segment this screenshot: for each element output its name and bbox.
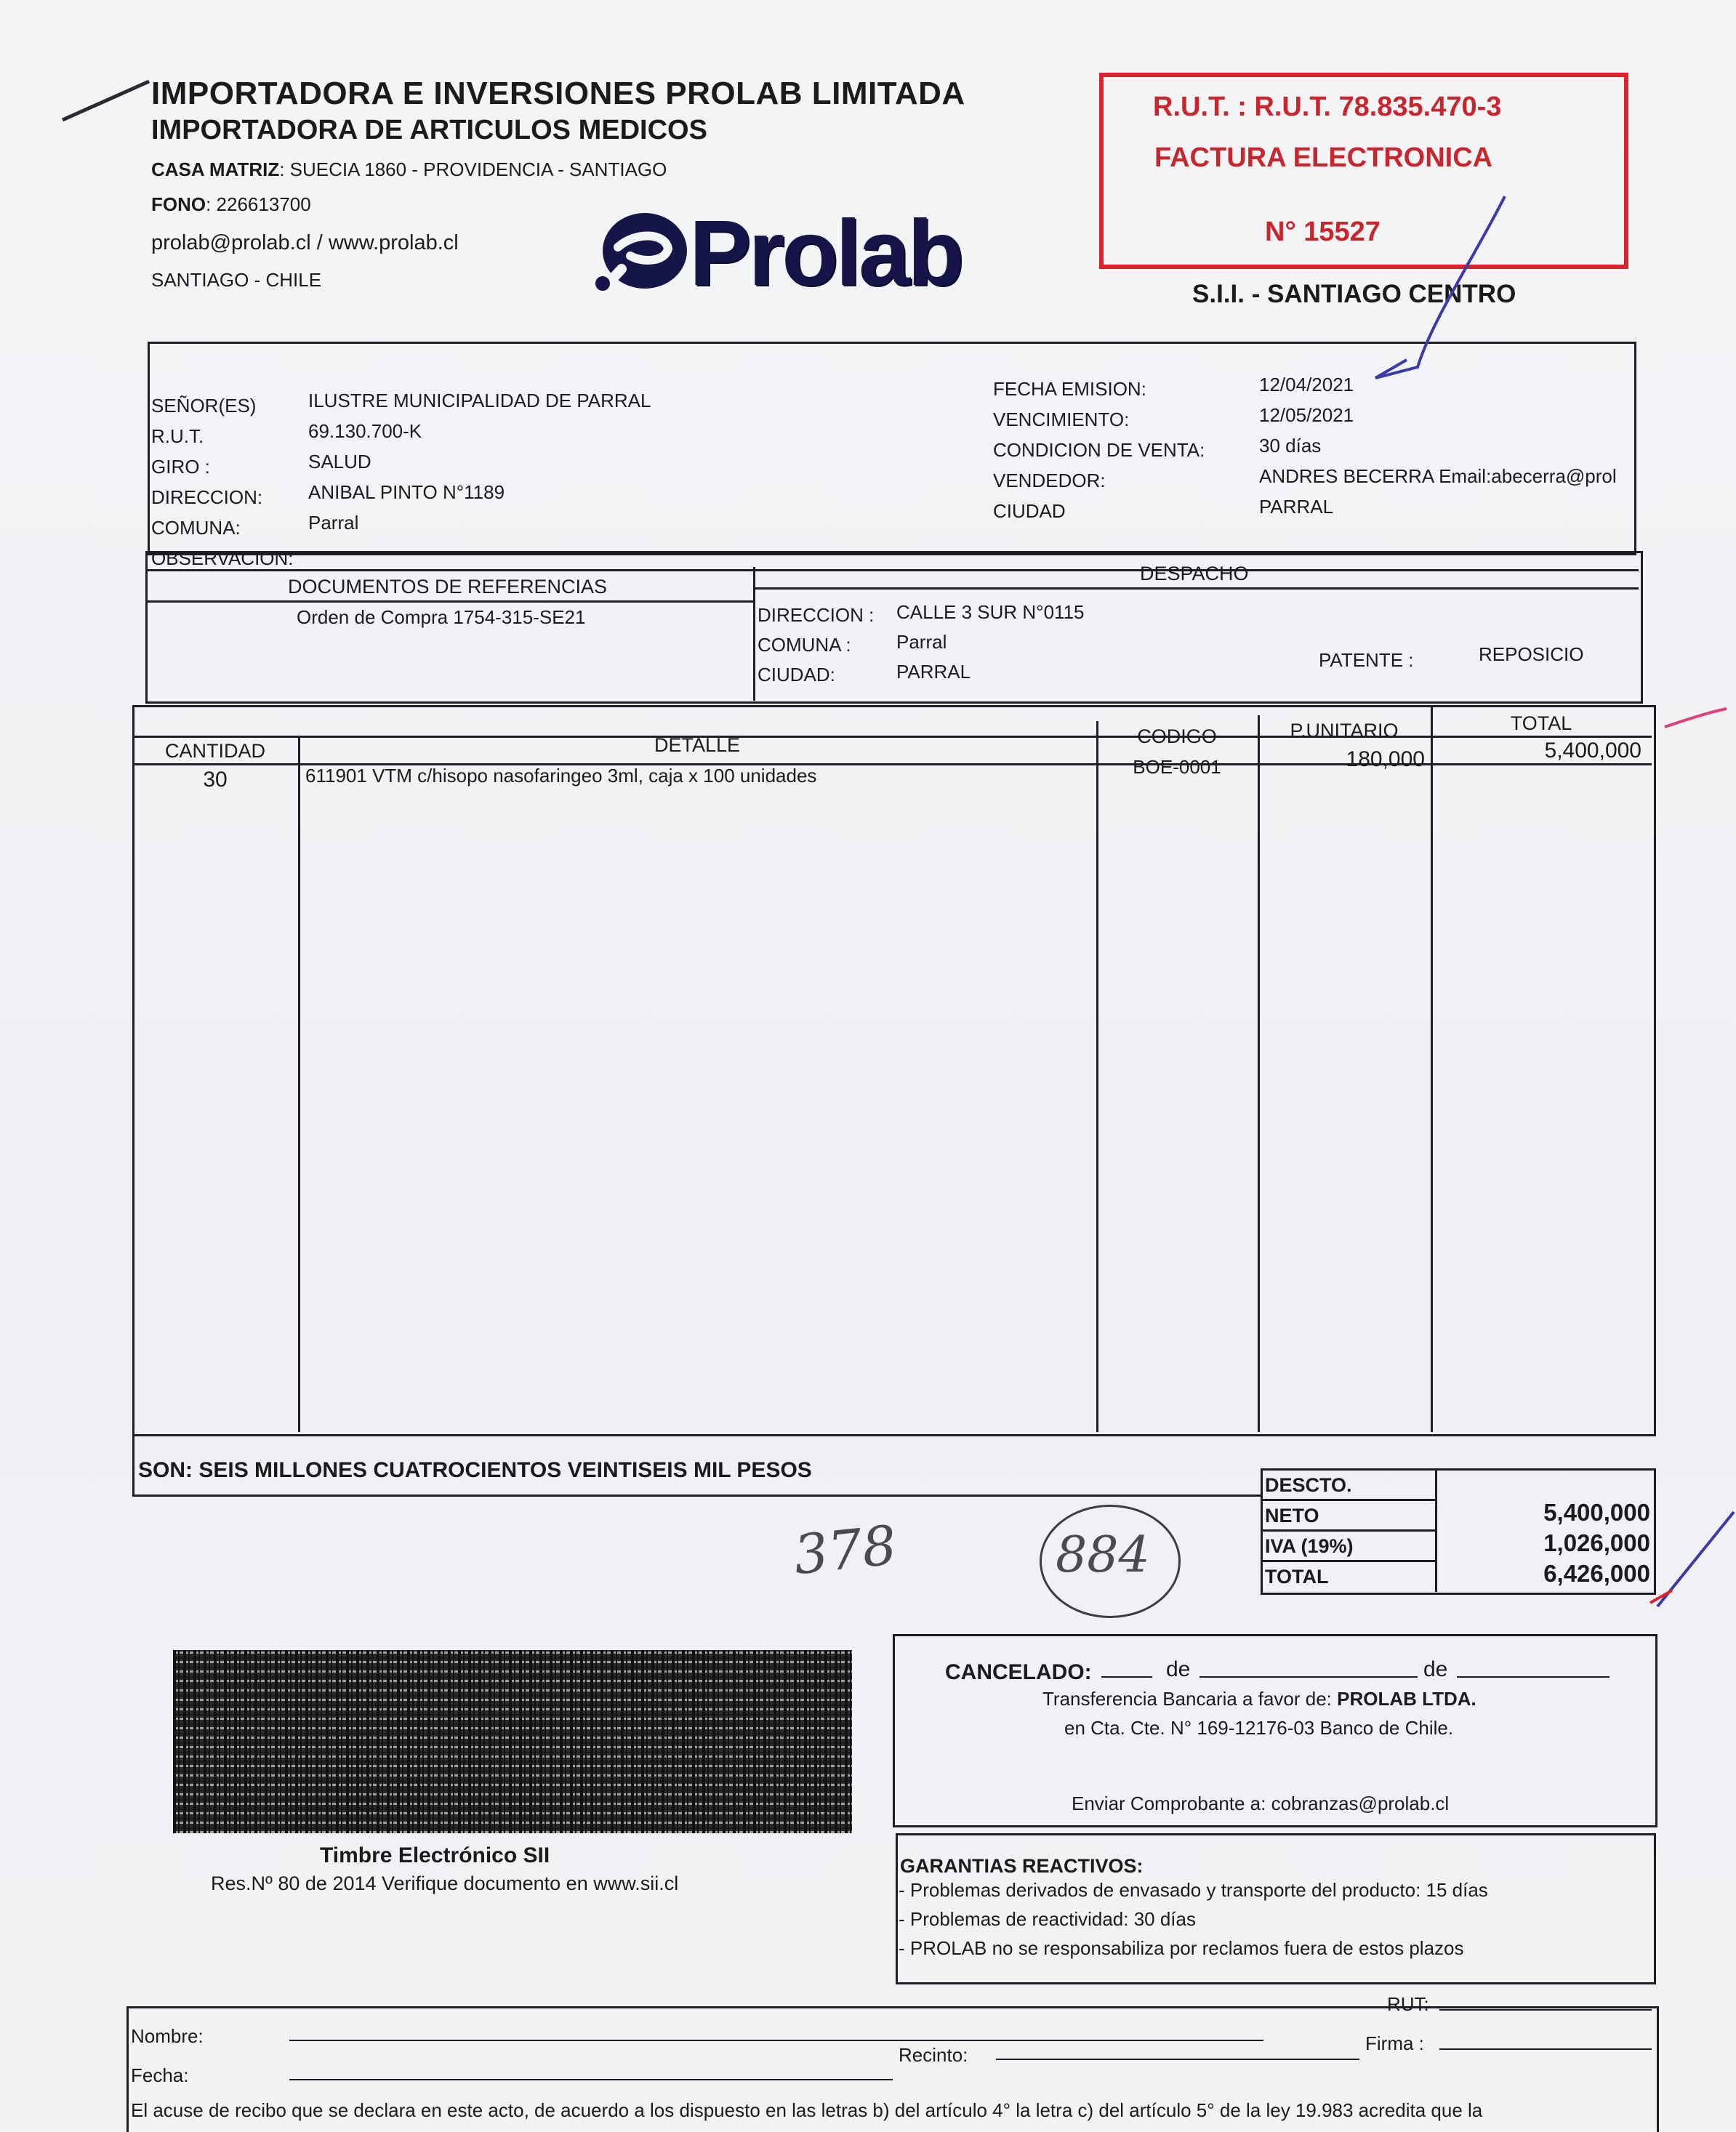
label-fecha-emision: FECHA EMISION: [993,378,1146,400]
label-senores: SEÑOR(ES) [151,395,257,417]
transfer-prefix: Transferencia Bancaria a favor de: [1042,1688,1338,1710]
col-unitario: P.UNITARIO [1290,720,1399,741]
col-codigo: CODIGO [1137,725,1217,747]
client-name: ILUSTRE MUNICIPALIDAD DE PARRAL [308,390,651,411]
total-label: TOTAL [1265,1566,1329,1588]
row-cantidad: 30 [203,768,228,792]
company-subtitle: IMPORTADORA DE ARTICULOS MEDICOS [151,115,707,145]
despacho-ciudad: PARRAL [896,661,971,683]
transfer-company: PROLAB LTDA. [1337,1688,1476,1710]
receipt-nombre-label: Nombre: [131,2025,204,2047]
fono-value: : 226613700 [206,193,311,215]
receipt-fecha-label: Fecha: [131,2064,189,2086]
send-receipt-to: Enviar Comprobante a: cobranzas@prolab.cl [1072,1793,1450,1814]
ciudad: PARRAL [1259,496,1334,518]
client-giro: SALUD [308,451,371,472]
despacho-comuna-label: COMUNA : [758,634,851,656]
cancelado-label: CANCELADO: [945,1660,1092,1684]
despacho-dir: CALLE 3 SUR N°0115 [896,601,1085,623]
despacho-ciudad-label: CIUDAD: [758,664,835,685]
electronic-stamp-barcode [173,1650,852,1833]
casa-value: : SUECIA 1860 - PROVIDENCIA - SANTIAGO [279,158,667,180]
timbre-resolution: Res.Nº 80 de 2014 Verifique documento en www.sii.cl [211,1872,679,1894]
label-vencimiento: VENCIMIENTO: [993,409,1130,430]
receipt-firma-label: Firma : [1365,2032,1424,2054]
despacho-header: DESPACHO [1140,563,1249,584]
client-comuna: Parral [308,512,359,534]
receipt-rut-field[interactable] [1439,2009,1652,2011]
company-city: SANTIAGO - CHILE [151,269,322,291]
sii-office: S.I.I. - SANTIAGO CENTRO [1192,280,1516,308]
label-condicion-venta: CONDICION DE VENTA: [993,439,1205,461]
prolab-logo-text: Prolab [689,201,962,305]
issuer-rut: R.U.T. : R.U.T. 78.835.470-3 [1153,92,1502,122]
receipt-nombre-field[interactable] [289,2040,1263,2041]
receipt-rut-label: RUT: [1387,1993,1429,2015]
guarantee-item: - Problemas de reactividad: 30 días [899,1908,1196,1930]
label-comuna: COMUNA: [151,517,241,539]
iva-value: 1,026,000 [1543,1529,1650,1556]
vendedor: ANDRES BECERRA Email:abecerra@prol [1259,465,1617,487]
receipt-recinto-field[interactable] [996,2059,1359,2060]
fono-label: FONO [151,193,206,215]
guarantee-title: GARANTIAS REACTIVOS: [900,1855,1144,1877]
receipt-fecha-field[interactable] [289,2079,893,2080]
document-number: N° 15527 [1265,217,1381,247]
condicion-venta: 30 días [1259,435,1322,456]
row-unitario: 180,000 [1346,747,1425,771]
label-giro: GIRO : [151,456,210,478]
row-total: 5,400,000 [1544,739,1641,763]
guarantee-list [899,1875,1488,1963]
despacho-comuna: Parral [896,631,947,653]
transfer-line [1042,1688,1476,1710]
neto-value: 5,400,000 [1543,1499,1650,1526]
references-header: DOCUMENTOS DE REFERENCIAS [288,576,608,598]
label-direccion: DIRECCION: [151,486,263,508]
despacho-dir-label: DIRECCION : [758,604,875,626]
col-total: TOTAL [1510,712,1572,734]
neto-label: NETO [1265,1505,1319,1526]
receipt-legal-text: El acuse de recibo que se declara en este acto, de acuerdo a los dispuesto en las letras b) del artículo 4° la letra c) del artículo 5° de la ley 19.983 acredita que la [131,2099,1483,2121]
label-rut: R.U.T. [151,425,204,447]
patente-value: REPOSICIO [1479,643,1584,665]
client-rut: 69.130.700-K [308,420,422,442]
row-codigo: BOE-0001 [1133,756,1221,778]
handwritten-note-1: 378 [790,1513,900,1588]
label-vendedor: VENDEDOR: [993,470,1106,491]
timbre-title: Timbre Electrónico SII [320,1843,550,1867]
company-name: IMPORTADORA E INVERSIONES PROLAB LIMITADA [151,76,965,111]
reference-order: Orden de Compra 1754-315-SE21 [297,606,586,628]
document-type: FACTURA ELECTRONICA [1154,142,1493,173]
col-cantidad: CANTIDAD [164,740,265,762]
receipt-recinto-label: Recinto: [899,2044,968,2066]
total-value: 6,426,000 [1543,1560,1650,1587]
company-web: prolab@prolab.cl / www.prolab.cl [151,231,459,254]
fecha-emision: 12/04/2021 [1259,374,1354,395]
descto-label: DESCTO. [1265,1474,1352,1496]
casa-label: CASA MATRIZ [151,158,280,180]
guarantee-item: - Problemas derivados de envasado y transporte del producto: 15 días [899,1879,1488,1901]
patente-label: PATENTE : [1319,649,1414,671]
label-observacion: OBSERVACION: [151,547,294,569]
guarantee-item: - PROLAB no se responsabiliza por reclamos fuera de estos plazos [899,1937,1464,1959]
handwritten-note-2: 884 [1056,1526,1150,1584]
iva-label: IVA (19%) [1265,1535,1354,1557]
label-ciudad: CIUDAD [993,500,1066,522]
row-detalle: 611901 VTM c/hisopo nasofaringeo 3ml, caja x 100 unidades [305,765,817,787]
bank-account: en Cta. Cte. N° 169-12176-03 Banco de Chile. [1064,1717,1454,1739]
receipt-firma-field[interactable] [1439,2048,1652,2050]
amount-in-words: SON: SEIS MILLONES CUATROCIENTOS VEINTISEIS MIL PESOS [138,1458,812,1482]
cancelado-de-1: de [1166,1657,1191,1681]
cancelado-de-2: de [1423,1657,1448,1681]
vencimiento: 12/05/2021 [1259,404,1354,426]
col-detalle: DETALLE [654,734,741,756]
client-direccion: ANIBAL PINTO N°1189 [308,481,505,503]
